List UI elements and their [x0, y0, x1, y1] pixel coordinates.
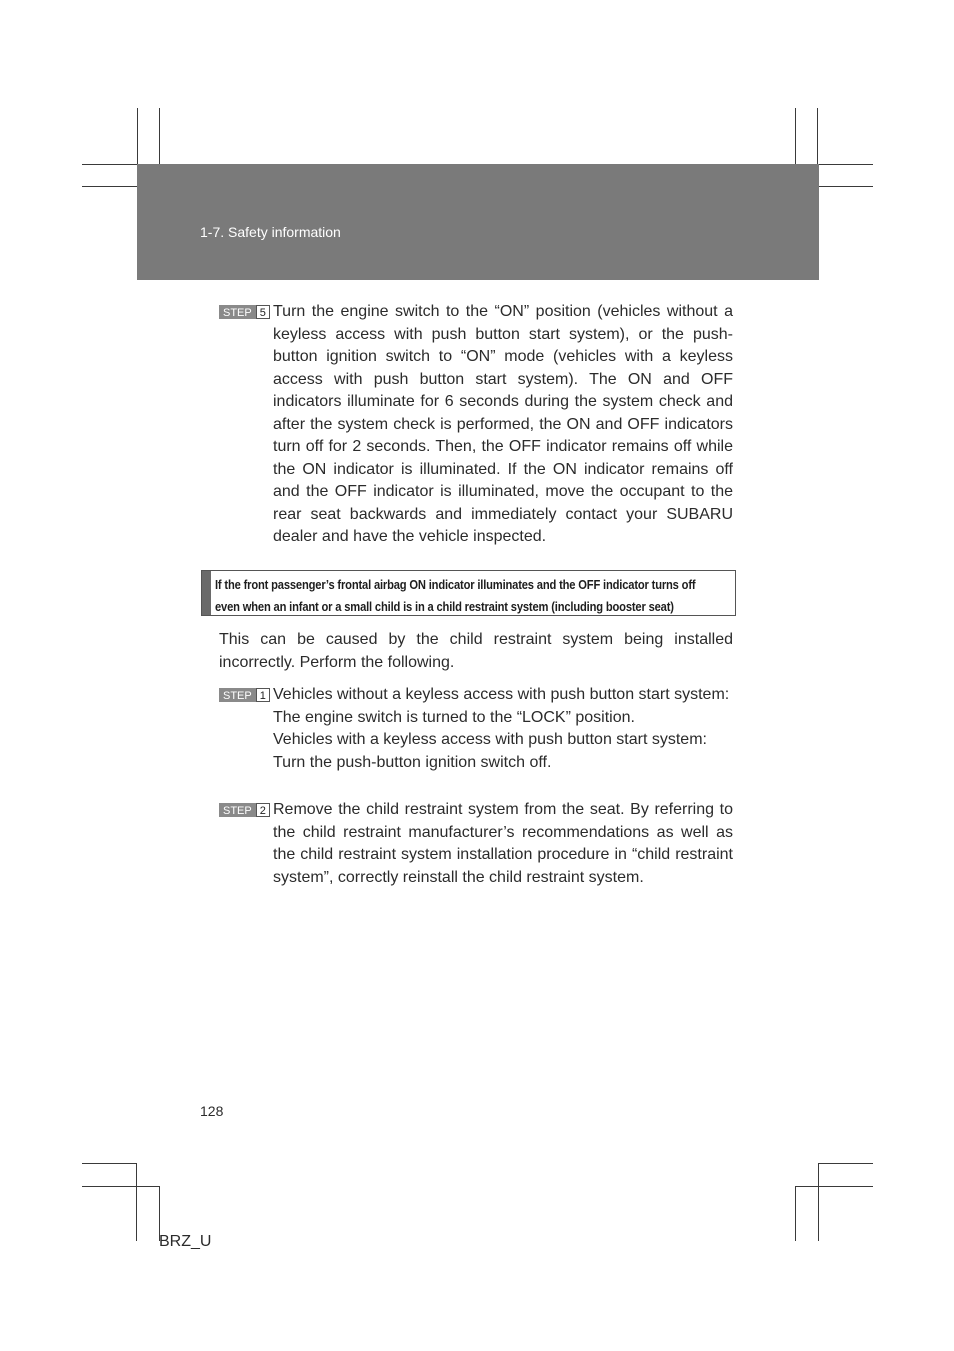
note-title-line: even when an infant or a small child is in a child restraint system (including booster seat) [215, 599, 674, 614]
step-badge-word: STEP [219, 688, 256, 702]
step-badge-word: STEP [219, 803, 256, 817]
crop-mark [795, 108, 796, 164]
step-badge [219, 688, 270, 702]
note-accent-bar [202, 571, 211, 615]
crop-mark [82, 164, 137, 165]
step-1 [219, 684, 733, 774]
step-5 [219, 301, 733, 549]
note-title [215, 574, 731, 618]
crop-mark [795, 1186, 796, 1241]
crop-mark [82, 186, 137, 187]
section-label: 1-7. Safety information [200, 224, 341, 240]
crop-mark [82, 1186, 159, 1187]
crop-mark [137, 108, 138, 164]
step-badge-number: 5 [256, 305, 270, 319]
crop-mark [82, 1163, 137, 1164]
step-badge [219, 305, 270, 319]
crop-mark [819, 164, 873, 165]
note-heading-box [201, 570, 736, 616]
crop-mark [819, 186, 873, 187]
note-title-line: If the front passenger’s frontal airbag ON indicator illuminates and the OFF indicator turns off [215, 577, 696, 592]
crop-mark [817, 108, 818, 164]
step-paragraph: Turn the engine switch to the “ON” position (vehicles without a keyless access with push button start system), or the push-button ignition switch to “ON” mode (vehicles with a keyless access with push button start system). The ON and OFF indicators illuminate for 6 seconds during the system check and after the system check is performed, the ON and OFF indicators turn off for 2 seconds. Then, the OFF indicator remains off while the ON indicator is illuminated. If the ON indicator remains off and the OFF indicator is illuminated, move the occupant to the rear seat backwards and immediately contact your SUBARU dealer and have the vehicle inspected. [273, 303, 733, 545]
crop-mark [136, 1163, 137, 1241]
intro-paragraph: This can be caused by the child restraint system being installed incorrectly. Perform the following. [219, 631, 733, 671]
step-badge-word: STEP [219, 305, 256, 319]
crop-mark [818, 1163, 819, 1241]
crop-mark [159, 108, 160, 164]
crop-mark [818, 1163, 873, 1164]
step-line: Vehicles without a keyless access with push button start system: [273, 686, 730, 703]
step-line: The engine switch is turned to the “LOCK” position. [273, 708, 635, 726]
step-badge [219, 803, 270, 817]
document-code: BRZ_U [159, 1233, 212, 1250]
step-text [273, 301, 733, 549]
step-text [273, 684, 733, 774]
step-paragraph: Remove the child restraint system from the seat. By referring to the child restraint manufacturer’s recommendations as well as the child restraint system installation procedure in “child restraint system”, correctly reinstall the child restraint system. [273, 801, 733, 886]
step-badge-number: 1 [256, 688, 270, 702]
step-line: Vehicles with a keyless access with push button start system: [273, 731, 707, 748]
section-header [137, 164, 819, 280]
page-number: 128 [200, 1103, 224, 1119]
step-line: Turn the push-button ignition switch off. [273, 753, 552, 771]
crop-mark [796, 1186, 873, 1187]
step-text [273, 799, 733, 889]
step-2 [219, 799, 733, 889]
step-badge-number: 2 [256, 803, 270, 817]
